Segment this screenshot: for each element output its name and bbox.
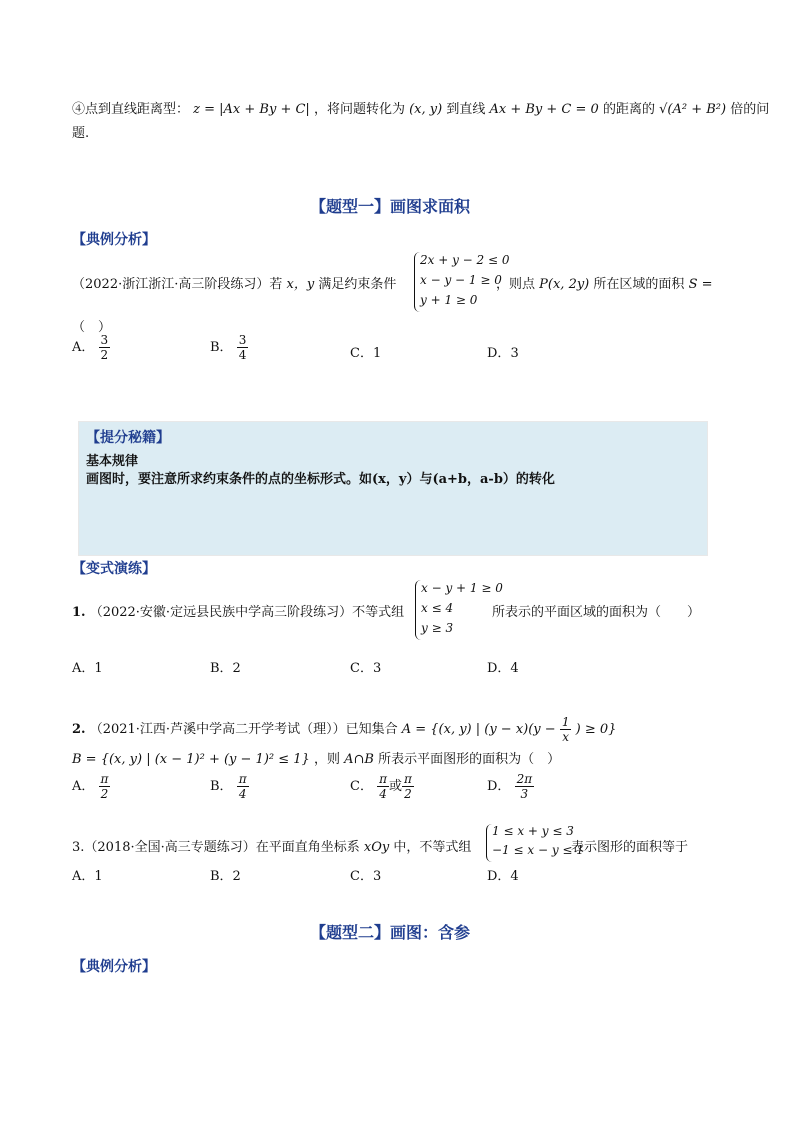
option-label: D． [487,779,511,794]
variant-label: 【变式演练】 [72,561,156,577]
option-label: B． [210,340,233,355]
q1-option-a[interactable]: A．1 [72,661,103,676]
q1-source: （2022·安徽·定远县民族中学高三阶段练习）不等式组 [89,605,405,620]
fraction [99,772,111,801]
fraction-num: 3 [238,333,247,347]
example-question [72,273,396,292]
fraction [237,772,249,801]
option-value: 3 [510,346,519,361]
q1-constraints [421,578,503,638]
intro-line-2: 题. [72,126,90,141]
q2-source: （2021·江西·芦溪中学高二开学考试（理））已知集合 [89,722,398,737]
fraction-den: x [562,730,570,744]
q1-number: 1. [72,605,86,620]
option-label: D． [487,346,511,361]
sqrt-expression: √(A² + B²) [659,102,727,117]
q1-option-c[interactable]: C．3 [350,661,382,676]
q2-option-a[interactable] [72,772,110,801]
q2-text2: 所表示平面图形的面积为（ ） [378,752,561,767]
q2-option-c[interactable] [350,772,414,801]
q3-option-c[interactable]: C．3 [350,869,382,884]
fraction [377,772,389,801]
q2-option-b[interactable] [210,772,249,801]
q2-intersect: A∩B [344,752,374,767]
intro-mid3: 的距离的 [602,102,655,117]
example-text2: ，则点 [496,277,536,292]
example-s-eq: S = [688,277,713,292]
q3-source: 3.（2018·全国·高三专题练习）在平面直角坐标系 [72,840,360,855]
q1-constraint-3: y ≥ 3 [421,621,454,635]
fraction-den: 2 [100,348,109,362]
q2-option-d[interactable] [487,772,534,801]
intro-prefix: ④点到直线距离型： [72,102,190,117]
q2-set-a: A = {(x, y) | (y − x)(y − [401,722,556,737]
tips-rule-title: 基本规律 [86,454,139,469]
example-text3: 所在区域的面积 [593,277,685,292]
fraction [402,772,414,801]
fraction [237,333,249,362]
q3-text1: 中，不等式组 [393,840,472,855]
example-option-b[interactable] [210,333,248,362]
q2-line-1 [72,715,616,744]
example-paren: （ ） [72,320,112,335]
fraction-num: π [100,772,109,786]
example-vars: x，y [286,277,315,292]
intro-mid: ，将问题转化为 [313,102,405,117]
option-label: B． [210,779,233,794]
q3-option-d[interactable]: D．4 [487,869,519,884]
constraint-2: x − y − 1 ≥ 0 [420,273,502,287]
option-label: C． [350,346,373,361]
section-title-1: 【题型一】画图求面积 [310,197,471,216]
q2-text1: ，则 [313,752,340,767]
q3-option-b[interactable]: B．2 [210,869,241,884]
q1-constraint-1: x − y + 1 ≥ 0 [421,581,503,595]
fraction-num: 1 [561,715,570,729]
section-title-2: 【题型二】画图：含参 [310,923,471,942]
fraction-num: π [404,772,412,786]
example-question-tail [496,273,713,292]
fraction-den: 2 [404,787,412,801]
q1-question [72,601,404,620]
q2-set-a-suffix: ) ≥ 0} [575,722,617,737]
example-label-2: 【典例分析】 [72,959,156,975]
fraction-num: π [379,772,387,786]
q1-option-b[interactable]: B．2 [210,661,241,676]
q1-constraint-2: x ≤ 4 [421,601,454,615]
option-or: 或 [388,779,402,794]
tips-box [78,421,708,556]
q1-text: 所表示的平面区域的面积为（ ） [492,605,701,620]
point-xy: (x, y) [409,102,443,117]
example-text1: 满足约束条件 [318,277,397,292]
q2-set-a-fraction [560,715,572,744]
example-point: P(x, 2y) [539,277,590,292]
fraction [99,333,111,362]
fraction-num: 2π [516,772,533,786]
q2-line-2 [72,748,560,767]
fraction-num: 3 [100,333,109,347]
fraction-den: 2 [100,787,109,801]
q3-constraint-1: 1 ≤ x + y ≤ 3 [492,824,574,838]
example-source: （2022·浙江浙江·高三阶段练习）若 [72,277,283,292]
fraction-den: 4 [238,787,247,801]
tips-rule-text: 画图时，要注意所求约束条件的点的坐标形式。如(x，y）与(a+b，a-b）的转化 [86,472,555,487]
option-label: A． [72,779,95,794]
intro-suffix: 倍的问 [730,102,770,117]
fraction-den: 4 [238,348,247,362]
example-option-d[interactable] [487,342,519,361]
option-value: 1 [372,346,382,361]
example-option-a[interactable] [72,333,110,362]
q3-text2: 表示图形的面积等于 [571,840,689,855]
fraction [515,772,535,801]
constraint-3: y + 1 ≥ 0 [420,293,478,307]
q3-constraint-2: −1 ≤ x − y ≤ 1 [492,843,584,857]
tips-title: 【提分秘籍】 [86,430,170,446]
q1-option-d[interactable]: D．4 [487,661,519,676]
q2-number: 2. [72,722,86,737]
q2-set-b: B = {(x, y) | (x − 1)² + (y − 1)² ≤ 1} [72,752,310,767]
line-equation: Ax + By + C = 0 [489,102,599,117]
formula-z: z = |Ax + By + C| [193,102,310,117]
fraction-den: 3 [520,787,529,801]
q3-xoy: xOy [363,840,390,855]
constraint-1: 2x + y − 2 ≤ 0 [420,253,510,267]
example-label: 【典例分析】 [72,232,156,248]
q3-question [72,836,471,855]
fraction-num: π [238,772,247,786]
intro-line-1 [72,98,769,117]
fraction-den: 4 [379,787,387,801]
q3-option-a[interactable]: A．1 [72,869,103,884]
option-label: A． [72,340,95,355]
example-option-c[interactable] [350,342,381,361]
option-label: C． [350,779,373,794]
intro-mid2: 到直线 [446,102,486,117]
